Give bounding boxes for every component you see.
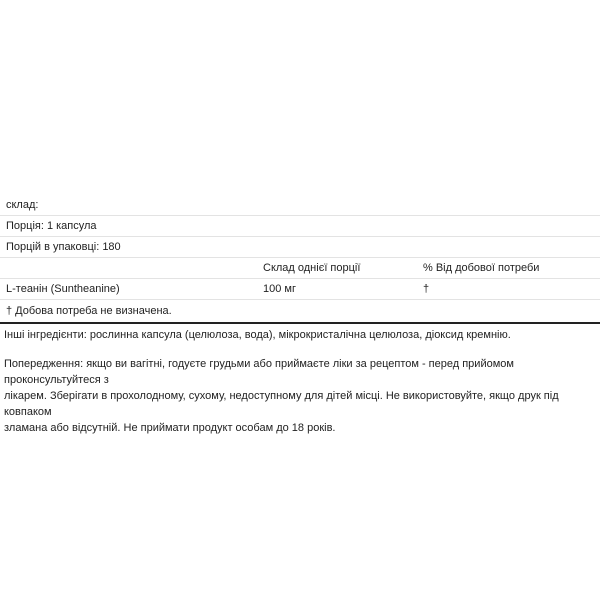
footnote-row — [0, 300, 600, 324]
nutrient-amount: 100 мг — [263, 283, 296, 295]
warning-line: Попередження: якщо ви вагітні, годуєте грудьми або приймаєте ліки за рецептом - перед прийомом проконсультуйтеся з — [4, 358, 514, 386]
nutrient-daily-value: † — [423, 283, 430, 295]
composition-label: склад: — [6, 199, 39, 211]
warning-line: лікарем. Зберігати в прохолодному, сухому, недоступному для дітей місці. Не використовуйте, якщо друк під ковпаком — [4, 390, 559, 418]
amount-per-serving-header: Склад однієї порції — [263, 262, 361, 274]
serving-size: Порція: 1 капсула — [6, 220, 97, 232]
facts-header-row — [0, 258, 600, 279]
serving-size-row — [0, 216, 600, 237]
other-ingredients: Інші інгредієнти: рослинна капсула (целюлоза, вода), мікрокристалічна целюлоза, діоксид кремнію. — [4, 329, 511, 341]
daily-value-footnote: † Добова потреба не визначена. — [6, 305, 172, 317]
daily-value-header: % Від добової потреби — [423, 262, 540, 274]
servings-per-container: Порцій в упаковці: 180 — [6, 241, 121, 253]
servings-per-container-row — [0, 237, 600, 258]
nutrient-name: L-теанін (Suntheanine) — [6, 283, 120, 295]
supplement-facts-panel — [0, 195, 600, 436]
warning-text — [0, 356, 600, 436]
composition-label-row — [0, 195, 600, 216]
warning-line: зламана або відсутній. Не приймати продукт особам до 18 років. — [4, 422, 336, 434]
nutrient-row — [0, 279, 600, 300]
